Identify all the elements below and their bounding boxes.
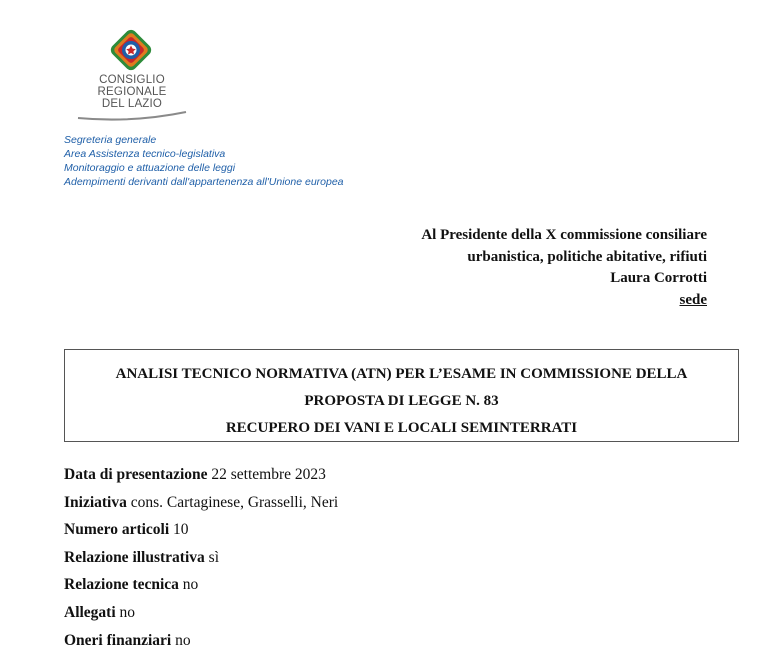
recipient-block (421, 225, 707, 311)
title-line: ANALISI TECNICO NORMATIVA (ATN) PER L’ESAME IN COMMISSIONE DELLA (115, 366, 688, 382)
recipient-line: Al Presidente della X commissione consiliare (421, 227, 707, 243)
detail-label: Numero articoli (64, 521, 170, 539)
logo-wordmark (76, 74, 188, 110)
logo-line-3: DEL LAZIO (101, 98, 163, 110)
logo-line-2: REGIONALE (97, 86, 167, 98)
detail-row-article-count (64, 516, 338, 544)
detail-value: 10 (173, 521, 189, 539)
detail-label: Oneri finanziari (64, 631, 172, 649)
recipient-location: sede (679, 291, 707, 308)
detail-label: Relazione tecnica (64, 576, 179, 594)
detail-value: no (175, 631, 191, 649)
consiglio-regionale-logo (76, 22, 188, 122)
detail-value: sì (208, 548, 219, 566)
proposal-details (64, 461, 338, 654)
title-line: PROPOSTA DI LEGGE N. 83 (304, 393, 499, 409)
recipient-line: urbanistica, politiche abitative, rifiuti (467, 248, 707, 265)
office-line: Area Assistenza tecnico-legislativa (64, 148, 226, 160)
detail-label: Data di presentazione (64, 466, 208, 483)
detail-value: no (182, 576, 199, 594)
detail-row-illustrative-report (64, 544, 338, 572)
detail-row-financial-burden (64, 627, 338, 655)
office-heading (64, 133, 344, 189)
document-title-box (64, 349, 739, 442)
detail-row-presentation-date (64, 461, 338, 489)
office-line: Monitoraggio e attuazione delle leggi (64, 162, 236, 174)
detail-label: Iniziativa (64, 493, 127, 511)
regional-emblem-icon (107, 26, 155, 74)
office-line: Adempimenti derivanti dall'appartenenza all'Unione europea (64, 176, 344, 188)
detail-row-technical-report (64, 571, 338, 599)
detail-row-attachments (64, 599, 338, 627)
recipient-name: Laura Corrotti (610, 270, 707, 286)
office-line: Segreteria generale (64, 134, 157, 146)
detail-label: Relazione illustrativa (64, 548, 205, 566)
logo-swoosh-icon (76, 108, 188, 122)
detail-label: Allegati (64, 603, 116, 621)
detail-value: 22 settembre 2023 (211, 466, 326, 483)
detail-row-initiative (64, 489, 338, 517)
logo-line-1: CONSIGLIO (99, 74, 165, 86)
detail-value: no (119, 603, 136, 621)
title-line: RECUPERO DEI VANI E LOCALI SEMINTERRATI (225, 420, 578, 436)
detail-value: cons. Cartaginese, Grasselli, Neri (130, 493, 339, 511)
